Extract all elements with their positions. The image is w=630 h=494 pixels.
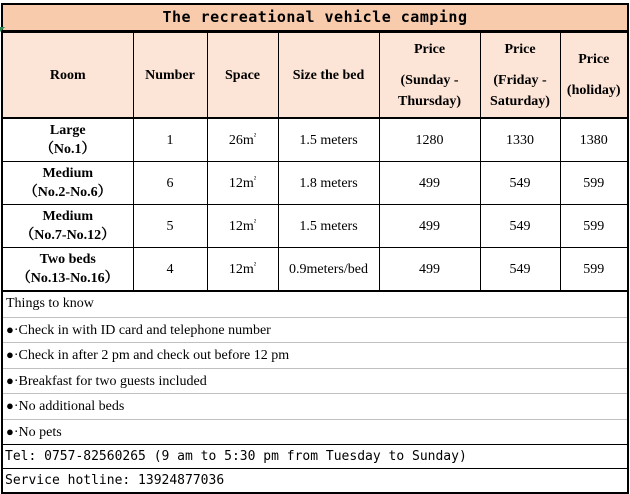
header-row xyxy=(3,33,627,119)
header-bed-size: Size the bed xyxy=(278,33,379,119)
bed-cell: 1.5 meters xyxy=(278,205,379,248)
list-item xyxy=(3,420,627,446)
note-text: ·Breakfast for two guests included xyxy=(13,373,207,389)
header-room: Room xyxy=(3,33,133,119)
room-cell xyxy=(3,162,133,205)
note-text: ·Check in after 2 pm and check out before 12 pm xyxy=(13,348,290,363)
price-weekend-cell: 549 xyxy=(480,162,560,205)
room-cell xyxy=(3,118,133,162)
room-cell xyxy=(3,205,133,248)
room-range: （No.7-No.12） xyxy=(20,228,116,243)
note-text: ·Check in with ID card and telephone number xyxy=(13,322,271,338)
header-price-holiday-sub: (holiday) xyxy=(566,83,621,98)
header-price-weekday-label: Price xyxy=(413,41,446,57)
cell-marker-icon xyxy=(0,27,5,32)
table-row xyxy=(3,248,627,292)
room-name: Two beds xyxy=(39,252,96,267)
space-value: 12m xyxy=(228,261,254,277)
room-name: Medium xyxy=(42,166,94,181)
bed-cell: 1.8 meters xyxy=(278,162,379,205)
price-weekday-cell: 1280 xyxy=(379,118,480,162)
service-hotline: Service hotline: 13924877036 xyxy=(5,473,225,488)
price-holiday-cell: 1380 xyxy=(560,118,627,162)
telephone-line: Tel: 0757-82560265 (9 am to 5:30 pm from Tuesday to Sunday) xyxy=(3,445,627,469)
space-value: 12m xyxy=(228,175,254,191)
list-item xyxy=(3,369,627,395)
bed-cell: 0.9meters/bed xyxy=(278,248,379,292)
number-cell: 5 xyxy=(133,205,207,248)
room-range: （No.2-No.6） xyxy=(23,185,112,200)
room-range: （No.1） xyxy=(39,142,96,157)
price-weekday-cell: 499 xyxy=(379,248,480,292)
number-cell: 4 xyxy=(133,248,207,292)
bullet-icon: ● xyxy=(6,372,14,388)
price-table xyxy=(3,32,627,292)
price-holiday-cell: 599 xyxy=(560,205,627,248)
price-weekday-cell: 499 xyxy=(379,205,480,248)
table-row xyxy=(3,118,627,162)
things-to-know xyxy=(3,292,627,492)
bullet-icon: ● xyxy=(6,321,14,337)
price-weekend-cell: 1330 xyxy=(480,118,560,162)
bullet-icon: ● xyxy=(6,347,14,362)
price-holiday-cell: 599 xyxy=(560,162,627,205)
bed-cell: 1.5 meters xyxy=(278,118,379,162)
room-name: Medium xyxy=(42,209,94,224)
list-item xyxy=(3,343,627,369)
note-text: ·No additional beds xyxy=(13,399,125,414)
space-unit: ² xyxy=(253,259,257,269)
room-cell xyxy=(3,248,133,292)
note-text: ·No pets xyxy=(13,424,62,440)
list-item xyxy=(3,318,627,344)
space-cell xyxy=(207,118,278,162)
bullet-icon: ● xyxy=(6,423,14,439)
table-row xyxy=(3,205,627,248)
space-unit: ² xyxy=(253,130,257,140)
header-space: Space xyxy=(207,33,278,119)
price-sheet xyxy=(1,3,629,494)
price-weekday-cell: 499 xyxy=(379,162,480,205)
price-weekend-cell: 549 xyxy=(480,205,560,248)
space-cell xyxy=(207,248,278,292)
bullet-icon: ● xyxy=(6,398,14,413)
header-price-weekday xyxy=(379,33,480,119)
header-price-weekend-sub: (Friday - Saturday) xyxy=(490,72,550,109)
number-cell: 6 xyxy=(133,162,207,205)
number-cell: 1 xyxy=(133,118,207,162)
table-row xyxy=(3,162,627,205)
header-price-weekday-sub: (Sunday - Thursday) xyxy=(397,72,462,109)
header-price-weekend xyxy=(480,33,560,119)
price-holiday-cell: 599 xyxy=(560,248,627,292)
space-cell xyxy=(207,205,278,248)
space-unit: ² xyxy=(253,173,257,183)
header-price-holiday-label: Price xyxy=(578,52,610,67)
sheet-title: The recreational vehicle camping xyxy=(3,5,627,32)
header-price-holiday xyxy=(560,33,627,119)
space-value: 12m xyxy=(228,218,254,234)
room-range: （No.13-No.16） xyxy=(16,271,119,286)
header-number: Number xyxy=(133,33,207,119)
notes-heading: Things to know xyxy=(3,292,627,318)
list-item xyxy=(3,394,627,420)
header-price-weekend-label: Price xyxy=(504,41,536,57)
space-unit: ² xyxy=(253,216,257,226)
space-value: 26m xyxy=(228,132,254,148)
space-cell xyxy=(207,162,278,205)
price-weekend-cell: 549 xyxy=(480,248,560,292)
room-name: Large xyxy=(49,123,86,138)
